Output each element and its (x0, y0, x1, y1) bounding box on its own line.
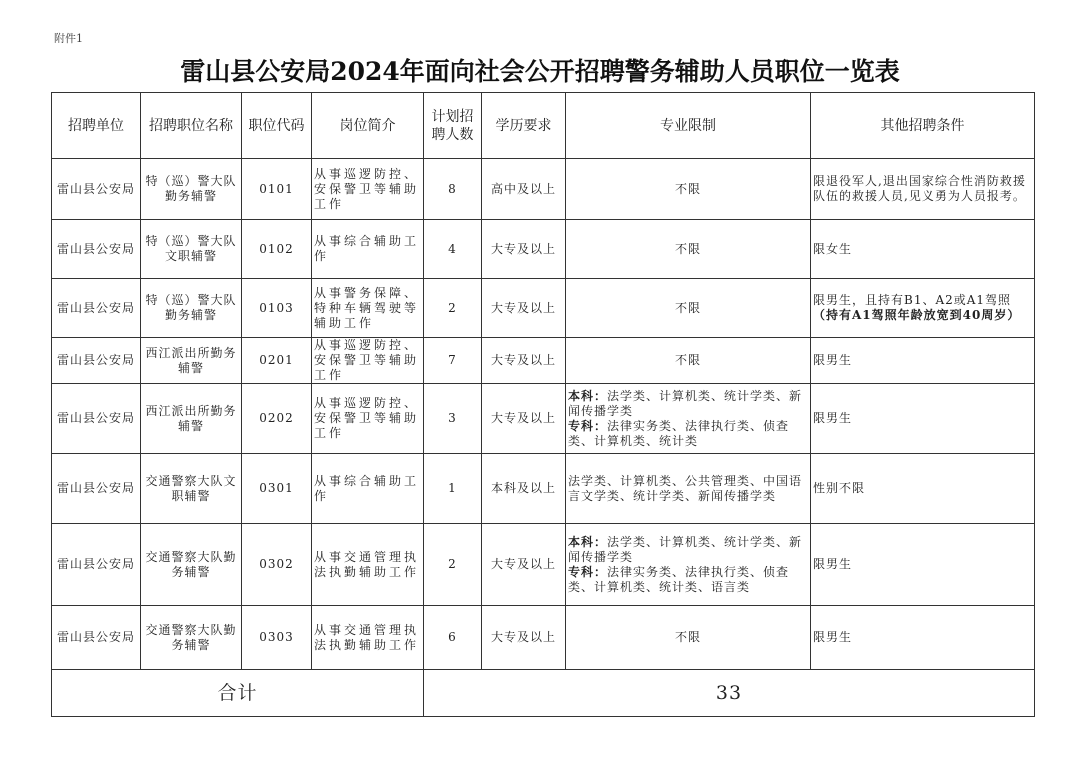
table-row (52, 524, 1035, 606)
other-cell (811, 220, 1035, 279)
header-intro: 岗位简介 (312, 93, 424, 159)
unit-cell: 雷山县公安局 (52, 279, 141, 338)
cell-text: （持有A1驾照年龄放宽到40周岁） (813, 308, 1021, 322)
other-cell-line (813, 293, 1032, 308)
attachment-label: 附件1 (54, 32, 83, 45)
major-cell-line (568, 242, 808, 257)
cell-text: 限男生 (813, 353, 853, 367)
header-row (52, 93, 1035, 159)
education-cell: 高中及以上 (482, 159, 566, 220)
cell-text: 限男生 (813, 557, 853, 571)
education-cell: 大专及以上 (482, 384, 566, 454)
header-other: 其他招聘条件 (811, 93, 1035, 159)
table-row (52, 279, 1035, 338)
code-cell: 0201 (242, 338, 312, 384)
major-cell (566, 279, 811, 338)
major-cell-line (568, 353, 808, 368)
major-cell-line (568, 535, 808, 565)
count-cell: 4 (424, 220, 482, 279)
intro-cell: 从事综合辅助工作 (312, 220, 424, 279)
position-cell: 西江派出所勤务辅警 (141, 384, 242, 454)
intro-cell: 从事综合辅助工作 (312, 454, 424, 524)
count-cell: 1 (424, 454, 482, 524)
other-cell (811, 384, 1035, 454)
other-cell (811, 279, 1035, 338)
other-cell-line (813, 557, 1032, 572)
education-cell: 大专及以上 (482, 524, 566, 606)
header-unit: 招聘单位 (52, 93, 141, 159)
unit-cell: 雷山县公安局 (52, 220, 141, 279)
position-cell: 交通警察大队勤务辅警 (141, 606, 242, 670)
header-code: 职位代码 (242, 93, 312, 159)
count-cell: 7 (424, 338, 482, 384)
major-cell-line (568, 419, 808, 449)
header-major: 专业限制 (566, 93, 811, 159)
other-cell-line (813, 308, 1032, 323)
count-cell: 2 (424, 279, 482, 338)
table-row (52, 454, 1035, 524)
position-cell: 特（巡）警大队勤务辅警 (141, 279, 242, 338)
education-cell: 大专及以上 (482, 279, 566, 338)
other-cell-line (813, 411, 1032, 426)
intro-cell: 从事交通管理执法执勤辅助工作 (312, 606, 424, 670)
education-cell: 大专及以上 (482, 220, 566, 279)
degree-label: 专科： (568, 564, 608, 579)
cell-text: 限退役军人,退出国家综合性消防救援队伍的救援人员,见义勇为人员报考。 (813, 174, 1026, 203)
code-cell: 0102 (242, 220, 312, 279)
total-label: 合计 (52, 670, 424, 717)
unit-cell: 雷山县公安局 (52, 454, 141, 524)
code-cell: 0301 (242, 454, 312, 524)
unit-cell: 雷山县公安局 (52, 384, 141, 454)
other-cell (811, 338, 1035, 384)
code-cell: 0302 (242, 524, 312, 606)
major-cell-line (568, 565, 808, 595)
major-cell-line (568, 301, 808, 316)
major-cell-line (568, 182, 808, 197)
total-row (52, 670, 1035, 717)
code-cell: 0101 (242, 159, 312, 220)
total-value: 33 (424, 670, 1035, 717)
major-cell (566, 338, 811, 384)
cell-text: 法律实务类、法律执行类、侦查类、计算机类、统计类、语言类 (568, 564, 790, 594)
count-cell: 8 (424, 159, 482, 220)
cell-text: 不限 (674, 353, 701, 367)
other-cell-line (813, 242, 1032, 257)
other-cell-line (813, 353, 1032, 368)
degree-label: 专科： (568, 418, 608, 433)
education-cell: 大专及以上 (482, 338, 566, 384)
table-row (52, 338, 1035, 384)
cell-text: 限男生 (813, 411, 853, 425)
other-cell (811, 159, 1035, 220)
other-cell (811, 524, 1035, 606)
code-cell: 0103 (242, 279, 312, 338)
code-cell: 0202 (242, 384, 312, 454)
cell-text: 不限 (674, 181, 701, 196)
major-cell (566, 159, 811, 220)
position-cell: 西江派出所勤务辅警 (141, 338, 242, 384)
position-cell: 交通警察大队文职辅警 (141, 454, 242, 524)
major-cell (566, 220, 811, 279)
intro-cell: 从事警务保障、特种车辆驾驶等辅助工作 (312, 279, 424, 338)
count-cell: 3 (424, 384, 482, 454)
table-row (52, 384, 1035, 454)
unit-cell: 雷山县公安局 (52, 606, 141, 670)
cell-text: 法学类、计算机类、统计学类、新闻传播学类 (568, 388, 803, 418)
position-cell: 交通警察大队勤务辅警 (141, 524, 242, 606)
header-count: 计划招聘人数 (424, 93, 482, 159)
table-row (52, 220, 1035, 279)
cell-text: 法律实务类、法律执行类、侦查类、计算机类、统计类 (568, 418, 790, 448)
page-title: 雷山县公安局2024年面向社会公开招聘警务辅助人员职位一览表 (180, 57, 900, 86)
code-cell: 0303 (242, 606, 312, 670)
major-cell-line (568, 389, 808, 419)
count-cell: 2 (424, 524, 482, 606)
intro-cell: 从事巡逻防控、安保警卫等辅助工作 (312, 159, 424, 220)
position-cell: 特（巡）警大队文职辅警 (141, 220, 242, 279)
major-cell-line (568, 630, 808, 645)
degree-label: 本科： (568, 534, 608, 549)
intro-cell: 从事巡逻防控、安保警卫等辅助工作 (312, 338, 424, 384)
education-cell: 大专及以上 (482, 606, 566, 670)
table-row (52, 606, 1035, 670)
cell-text: 限男生，且持有B1、A2或A1驾照 (813, 293, 1012, 307)
major-cell (566, 384, 811, 454)
intro-cell: 从事巡逻防控、安保警卫等辅助工作 (312, 384, 424, 454)
major-cell-line (568, 474, 808, 504)
major-cell (566, 606, 811, 670)
cell-text: 法学类、计算机类、统计学类、新闻传播学类 (568, 534, 803, 564)
intro-cell: 从事交通管理执法执勤辅助工作 (312, 524, 424, 606)
cell-text: 性别不限 (813, 481, 866, 495)
positions-table (51, 92, 1035, 717)
cell-text: 限男生 (813, 630, 853, 644)
count-cell: 6 (424, 606, 482, 670)
header-position: 招聘职位名称 (141, 93, 242, 159)
other-cell-line (813, 174, 1032, 204)
table-row (52, 159, 1035, 220)
cell-text: 不限 (674, 630, 701, 644)
degree-label: 本科： (568, 388, 608, 403)
education-cell: 本科及以上 (482, 454, 566, 524)
unit-cell: 雷山县公安局 (52, 159, 141, 220)
cell-text: 不限 (674, 300, 701, 315)
cell-text: 法学类、计算机类、公共管理类、中国语言文学类、统计学类、新闻传播学类 (568, 473, 803, 503)
major-cell (566, 454, 811, 524)
major-cell (566, 524, 811, 606)
other-cell (811, 606, 1035, 670)
cell-text: 不限 (674, 241, 701, 256)
unit-cell: 雷山县公安局 (52, 338, 141, 384)
position-cell: 特（巡）警大队勤务辅警 (141, 159, 242, 220)
header-education: 学历要求 (482, 93, 566, 159)
other-cell-line (813, 630, 1032, 645)
unit-cell: 雷山县公安局 (52, 524, 141, 606)
other-cell (811, 454, 1035, 524)
cell-text: 限女生 (813, 241, 853, 256)
other-cell-line (813, 481, 1032, 496)
